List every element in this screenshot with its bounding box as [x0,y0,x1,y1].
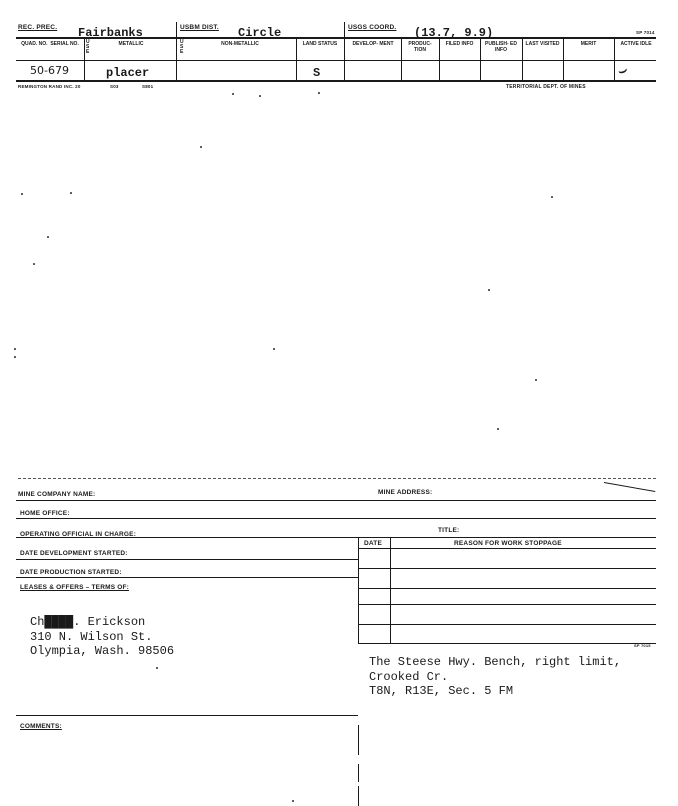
usbm-dist-value: Circle [238,26,282,40]
reason-column-label: REASON FOR WORK STOPPAGE [454,540,562,547]
active-idle-mark: ⌣ [615,60,630,80]
col-development: DEVELOP- MENT [352,41,394,47]
territorial-label: TERRITORIAL DEPT. OF MINES [506,84,586,90]
rule [16,80,656,82]
leases-offers-label: LEASES & OFFERS – TERMS OF: [20,584,130,591]
usgs-coord-value: (13.7, 9.9) [414,26,494,40]
comments-label: COMMENTS: [20,723,62,730]
col-use-nonmetallic: U S E [180,39,184,55]
rec-prec-label: REC. PREC. [18,24,58,31]
col-metallic: METALLIC [118,41,144,47]
form-code-top: SP 7014 [636,30,655,35]
code-a: S03 [110,84,119,89]
mine-company-name-label: MINE COMPANY NAME: [18,491,96,498]
usgs-coord-label: USGS COORD. [348,24,397,31]
col-published-info: PUBLISH- ED INFO [485,41,517,53]
location-line-1: The Steese Hwy. Bench, right limit, [369,655,622,669]
usbm-dist-label: USBM DIST. [180,24,219,31]
printer-label: REMINGTON RAND INC. 20 [18,84,81,89]
divider [176,22,177,82]
leases-line-3: Olympia, Wash. 98506 [30,644,175,658]
rec-prec-value: Fairbanks [78,26,143,40]
col-merit: MERIT [580,41,597,47]
location-line-3: T8N, R13E, Sec. 5 FM [369,684,514,698]
date-development-started-label: DATE DEVELOPMENT STARTED: [20,550,128,557]
date-column-label: DATE [364,540,383,547]
code-b: S801 [142,84,154,89]
mine-address-label: MINE ADDRESS: [378,489,433,496]
quad-serial-value: 50-679 [30,64,69,77]
rule [16,60,656,61]
col-production: PRODUC- TION [408,41,432,53]
metallic-value: placer [106,66,150,80]
col-use-metallic: U S E [86,39,90,55]
col-land-status: LAND STATUS [302,41,338,47]
land-status-value: S [313,66,321,80]
col-non-metallic: NON-METALLIC [221,41,259,47]
operating-official-label: OPERATING OFFICIAL IN CHARGE: [20,531,137,538]
col-last-visited: LAST VISITED [525,41,560,47]
leases-line-2: 310 N. Wilson St. [30,630,153,644]
divider [344,22,345,82]
corner-stroke [604,482,655,492]
col-active-idle: ACTIVE IDLE [620,41,652,47]
date-production-started-label: DATE PRODUCTION STARTED: [20,569,122,576]
col-filed-info: FILED INFO [445,41,474,47]
location-line-2: Crooked Cr. [369,670,449,684]
home-office-label: HOME OFFICE: [20,510,70,517]
title-label: TITLE: [438,527,460,534]
leases-line-1: Ch████. Erickson [30,615,146,629]
rule [16,37,656,39]
form-code-bottom: SP 7015 [634,643,651,648]
col-quad-serial: QUAD. NO. SERIAL NO. [21,41,79,47]
